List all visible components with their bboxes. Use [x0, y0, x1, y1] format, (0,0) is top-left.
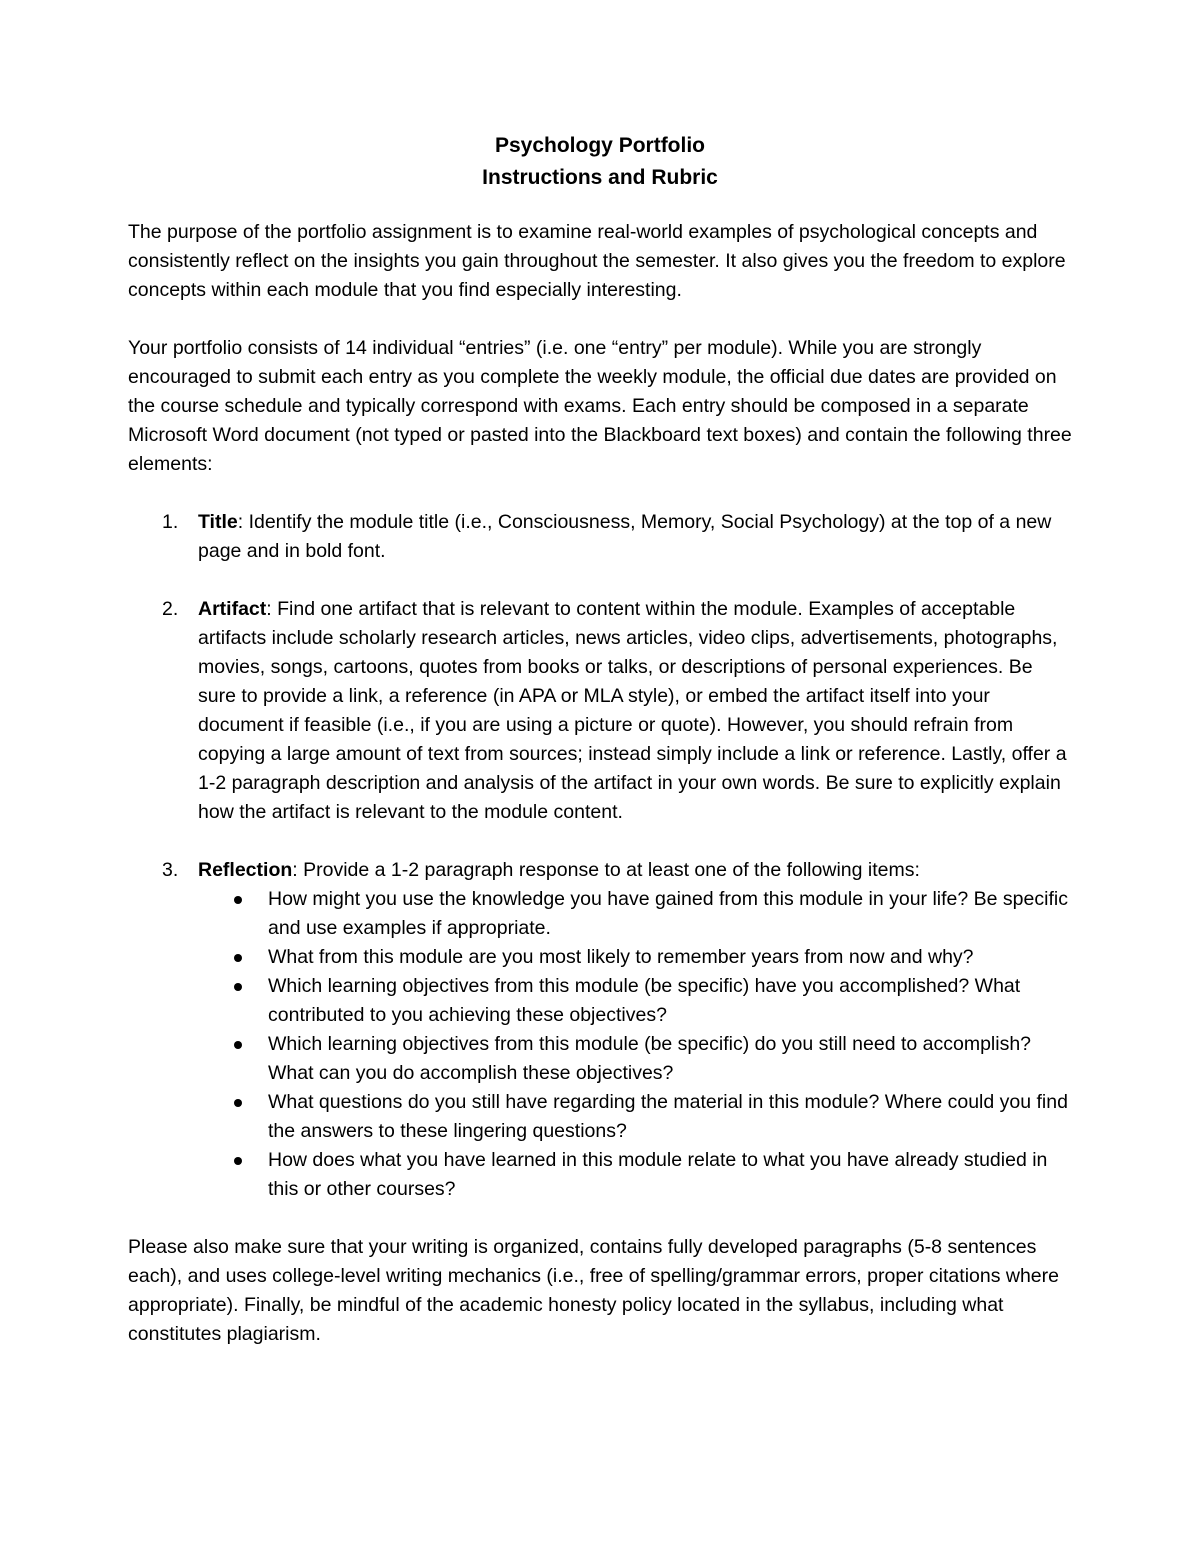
bullet-text: How does what you have learned in this module relate to what you have already studied in this or other courses?	[268, 1149, 1048, 1200]
reflection-bullet-list	[198, 885, 1072, 1204]
bullet-text: How might you use the knowledge you have gained from this module in your life? Be specific and use examples if appropriate.	[268, 888, 1068, 939]
bullet-text: What from this module are you most likely to remember years from now and why?	[268, 946, 974, 968]
element-number: 2.	[162, 598, 179, 620]
bullet-icon	[234, 954, 242, 962]
intro-paragraph: The purpose of the portfolio assignment is to examine real-world examples of psychological concepts and consistently reflect on the insights you gain throughout the semester. It also gives you the freedom to explore concepts within each module that you find especially interesting.	[128, 221, 1066, 301]
element-number: 3.	[162, 859, 179, 881]
element-item-reflection	[128, 856, 1072, 1204]
bullet-text: What questions do you still have regarding the material in this module? Where could you find the answers to these lingering questions?	[268, 1091, 1068, 1142]
bullet-icon	[234, 1041, 242, 1049]
document-title: Psychology Portfolio	[494, 134, 706, 157]
element-item-artifact	[128, 595, 1072, 827]
element-item-title	[128, 508, 1072, 566]
reflection-bullet-item	[198, 1146, 1072, 1204]
reflection-bullet-item	[198, 972, 1072, 1030]
element-number: 1.	[162, 511, 179, 533]
element-text: : Provide a 1-2 paragraph response to at least one of the following items:	[292, 859, 920, 881]
closing-paragraph: Please also make sure that your writing is organized, contains fully developed paragraphs (5-8 sentences each), and uses college-level writing mechanics (i.e., free of spelling/grammar errors, proper citations where appropriate). Finally, be mindful of the academic honesty policy located in the syllabus, including what constitutes plagiarism.	[128, 1236, 1059, 1345]
element-term: Artifact	[198, 598, 267, 620]
element-text: : Identify the module title (i.e., Consciousness, Memory, Social Psychology) at the top of a new page and in bold font.	[198, 511, 1052, 562]
bullet-text: Which learning objectives from this module (be specific) do you still need to accomplish? What can you do accomplish these objectives?	[268, 1033, 1032, 1084]
bullet-text: Which learning objectives from this module (be specific) have you accomplished? What contributed to you achieving these objectives?	[268, 975, 1021, 1026]
reflection-bullet-item	[198, 1088, 1072, 1146]
bullet-icon	[234, 983, 242, 991]
element-text: : Find one artifact that is relevant to content within the module. Examples of acceptable artifacts include scholarly research articles, news articles, video clips, advertisements, photographs, movies, songs, cartoons, quotes from books or talks, or descriptions of personal experiences. Be sure to provide a link, a reference (in APA or MLA style), or embed the artifact itself into your document if feasible (i.e., if you are using a picture or quote). However, you should refrain from copying a large amount of text from sources; instead simply include a link or reference. Lastly, offer a 1-2 paragraph description and analysis of the artifact in your own words. Be sure to explicitly explain how the artifact is relevant to the module content.	[198, 598, 1067, 823]
reflection-bullet-item	[198, 943, 1072, 972]
element-term: Title	[198, 511, 238, 533]
elements-list	[128, 508, 1072, 1204]
reflection-bullet-item	[198, 885, 1072, 943]
structure-paragraph: Your portfolio consists of 14 individual “entries” (i.e. one “entry” per module). While you are strongly encouraged to submit each entry as you complete the weekly module, the official due dates are provided on the course schedule and typically correspond with exams. Each entry should be composed in a separate Microsoft Word document (not typed or pasted into the Blackboard text boxes) and contain the following three elements:	[128, 337, 1072, 475]
bullet-icon	[234, 896, 242, 904]
bullet-icon	[234, 1157, 242, 1165]
reflection-bullet-item	[198, 1030, 1072, 1088]
element-term: Reflection	[198, 859, 293, 881]
bullet-icon	[234, 1099, 242, 1107]
document-subtitle: Instructions and Rubric	[482, 166, 718, 189]
